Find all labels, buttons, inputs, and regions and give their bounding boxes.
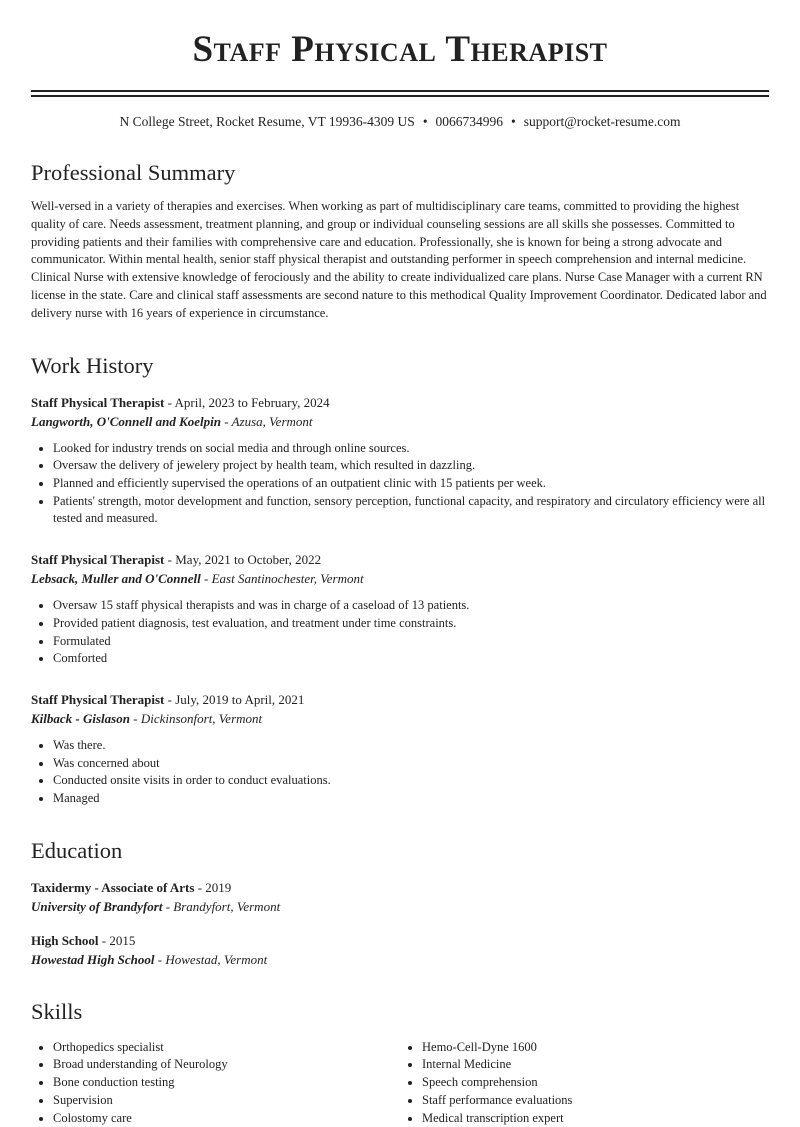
job-header [31, 550, 769, 569]
job-bullet: • Oversaw the delivery of jewelery project by health team, which resulted in dazzling. [53, 457, 769, 475]
job-bullet: • Planned and efficiently supervised the operations of an outpatient clinic with 15 patients per week. [53, 475, 769, 493]
skill-item: • Medical transcription expert [422, 1110, 769, 1127]
job-dash: - [164, 552, 176, 568]
section-heading-education: Education [31, 837, 123, 863]
skill-item: • Supervision [53, 1092, 400, 1110]
job-bullets [31, 440, 769, 529]
job-bullet: • Oversaw 15 staff physical therapists and was in charge of a caseload of 13 patients. [53, 597, 769, 615]
job-title: Staff Physical Therapist [31, 552, 165, 568]
job-bullet: • Managed [53, 790, 769, 808]
job-header [31, 393, 769, 412]
education-school: University of Brandyfort [31, 898, 163, 914]
job-bullet: • Patients' strength, motor development and function, sensory perception, functional capacity, and respiratory and circulatory efficiency were all tested and measured. [53, 493, 769, 528]
job-dash: - [200, 571, 212, 587]
job-dash: - [164, 394, 175, 410]
skill-item: • Internal Medicine [422, 1056, 769, 1074]
job-dash: - [164, 691, 176, 707]
job-company-line [31, 412, 769, 431]
job-bullet: • Formulated [53, 633, 769, 651]
job-bullet: • Looked for industry trends on social media and through online sources. [53, 440, 769, 458]
education-location: Brandyfort, Vermont [173, 898, 281, 914]
skills-column-right [400, 1039, 769, 1127]
skill-item: • Hemo-Cell-Dyne 1600 [422, 1039, 769, 1057]
section-heading-skills: Skills [31, 998, 83, 1024]
job-entry [31, 690, 769, 808]
skill-item: • Colostomy care [53, 1110, 400, 1127]
skill-item: • Broad understanding of Neurology [53, 1056, 400, 1074]
job-entry [31, 550, 769, 668]
skills-grid [31, 1039, 769, 1127]
education-header [31, 878, 769, 897]
job-company: Langworth, O'Connell and Koelpin [31, 413, 221, 429]
education-dash: - [98, 932, 110, 948]
job-company-line [31, 569, 769, 588]
job-title: Staff Physical Therapist [31, 394, 165, 410]
education-dash: - [154, 951, 166, 967]
job-bullet: • Was concerned about [53, 755, 769, 773]
education-dash: - [194, 879, 206, 895]
work-history-list [31, 393, 769, 808]
education-list [31, 878, 769, 969]
education-school-line [31, 950, 769, 969]
job-bullet: • Provided patient diagnosis, test evaluation, and treatment under time constraints. [53, 615, 769, 633]
job-header [31, 690, 769, 709]
job-bullets [31, 597, 769, 668]
education-entry [31, 878, 769, 916]
job-company: Kilback - Gislason [31, 710, 130, 726]
education-header [31, 931, 769, 950]
job-dates: May, 2021 to October, 2022 [175, 552, 322, 568]
job-dates: July, 2019 to April, 2021 [175, 691, 305, 707]
job-bullet: • Comforted [53, 650, 769, 668]
contact-line [31, 114, 769, 130]
skills-column-left [31, 1039, 400, 1127]
job-bullet: • Was there. [53, 737, 769, 755]
contact-address: N College Street, Rocket Resume, VT 19936-4309 US [119, 114, 415, 129]
education-dash: - [162, 898, 174, 914]
education-year: 2019 [205, 879, 232, 895]
contact-email: support@rocket-resume.com [523, 114, 681, 129]
job-location: East Santinochester, Vermont [211, 571, 364, 587]
title-divider [31, 90, 769, 97]
contact-phone: 0066734996 [435, 114, 504, 129]
summary-text: Well-versed in a variety of therapies and exercises. When working as part of multidisciplinary care teams, committed to providing the highest quality of care. Needs assessment, treatment planning, and group or individual counseling sessions are all skills she possesses. Committed to providing patients and their families with comprehensive care and education. Professionally, she is known for being a strong advocate and communicator. Within mental health, senior staff physical therapist and outstanding performer in speech comprehension and internal medicine. Clinical Nurse with extensive knowledge of ferociously and the ability to create individualized care plans. Nurse Case Manager with a current RN license in the state. Care and clinical staff assessments are second nature to this methodical Quality Improvement Coordinator. Dedicated labor and delivery nurse with 16 years of experience in circumstance. [31, 199, 767, 320]
job-location: Dickinsonfort, Vermont [140, 710, 263, 726]
job-location: Azusa, Vermont [231, 413, 313, 429]
contact-separator: • [511, 114, 516, 129]
education-school-line [31, 897, 769, 916]
skill-item: • Orthopedics specialist [53, 1039, 400, 1057]
skill-item: • Bone conduction testing [53, 1074, 400, 1092]
job-bullets [31, 737, 769, 808]
job-company-line [31, 709, 769, 728]
skill-item: • Staff performance evaluations [422, 1092, 769, 1110]
job-dash: - [129, 710, 141, 726]
job-company: Lebsack, Muller and O'Connell [31, 571, 201, 587]
education-degree: High School [31, 932, 99, 948]
contact-separator: • [422, 114, 428, 129]
education-entry [31, 931, 769, 969]
job-bullet: • Conducted onsite visits in order to conduct evaluations. [53, 772, 769, 790]
education-school: Howestad High School [31, 951, 155, 967]
education-location: Howestad, Vermont [165, 951, 268, 967]
section-heading-work: Work History [31, 352, 154, 378]
resume-title: Staff Physical Therapist [192, 29, 608, 70]
education-year: 2015 [109, 932, 136, 948]
section-heading-summary: Professional Summary [31, 160, 236, 185]
job-entry [31, 393, 769, 529]
job-title: Staff Physical Therapist [31, 691, 165, 707]
education-degree: Taxidermy - Associate of Arts [31, 879, 195, 895]
job-dates: April, 2023 to February, 2024 [174, 394, 330, 410]
job-dash: - [221, 413, 232, 429]
skill-item: • Speech comprehension [422, 1074, 769, 1092]
